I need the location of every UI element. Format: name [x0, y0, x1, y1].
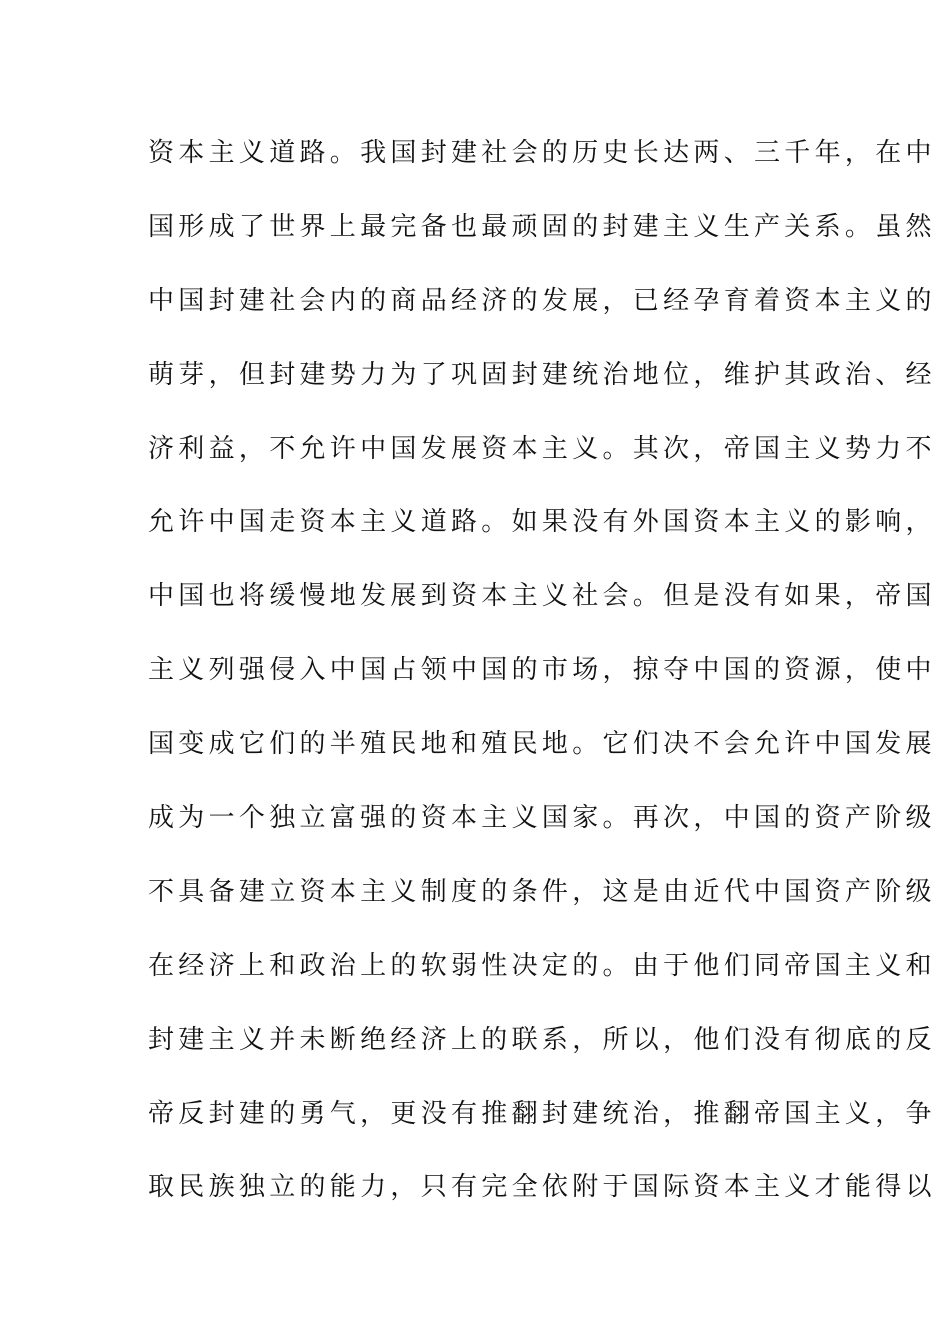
- text-line: 取民族独立的能力，只有完全依附于国际资本主义才能得以: [148, 1172, 936, 1203]
- body-text: [148, 125, 936, 1233]
- text-line: 中国也将缓慢地发展到资本主义社会。但是没有如果，帝国: [148, 581, 936, 612]
- text-line: 中国封建社会内的商品经济的发展，已经孕育着资本主义的: [148, 285, 936, 316]
- text-line: 国变成它们的半殖民地和殖民地。它们决不会允许中国发展: [148, 729, 936, 760]
- text-line: 帝反封建的勇气，更没有推翻封建统治，推翻帝国主义，争: [148, 1098, 936, 1129]
- text-line: 不具备建立资本主义制度的条件，这是由近代中国资产阶级: [148, 876, 936, 907]
- text-line: 允许中国走资本主义道路。如果没有外国资本主义的影响，: [148, 507, 936, 538]
- text-line: 在经济上和政治上的软弱性决定的。由于他们同帝国主义和: [148, 950, 936, 981]
- text-line: 资本主义道路。我国封建社会的历史长达两、三千年，在中: [148, 138, 936, 168]
- text-line: 济利益，不允许中国发展资本主义。其次，帝国主义势力不: [148, 433, 936, 464]
- text-line: 封建主义并未断绝经济上的联系，所以，他们没有彻底的反: [148, 1024, 936, 1055]
- text-line: 萌芽，但封建势力为了巩固封建统治地位，维护其政治、经: [148, 359, 936, 390]
- text-line: 主义列强侵入中国占领中国的市场，掠夺中国的资源，使中: [148, 655, 936, 686]
- text-line: 国形成了世界上最完备也最顽固的封建主义生产关系。虽然: [148, 211, 936, 242]
- text-line: 成为一个独立富强的资本主义国家。再次，中国的资产阶级: [148, 803, 936, 834]
